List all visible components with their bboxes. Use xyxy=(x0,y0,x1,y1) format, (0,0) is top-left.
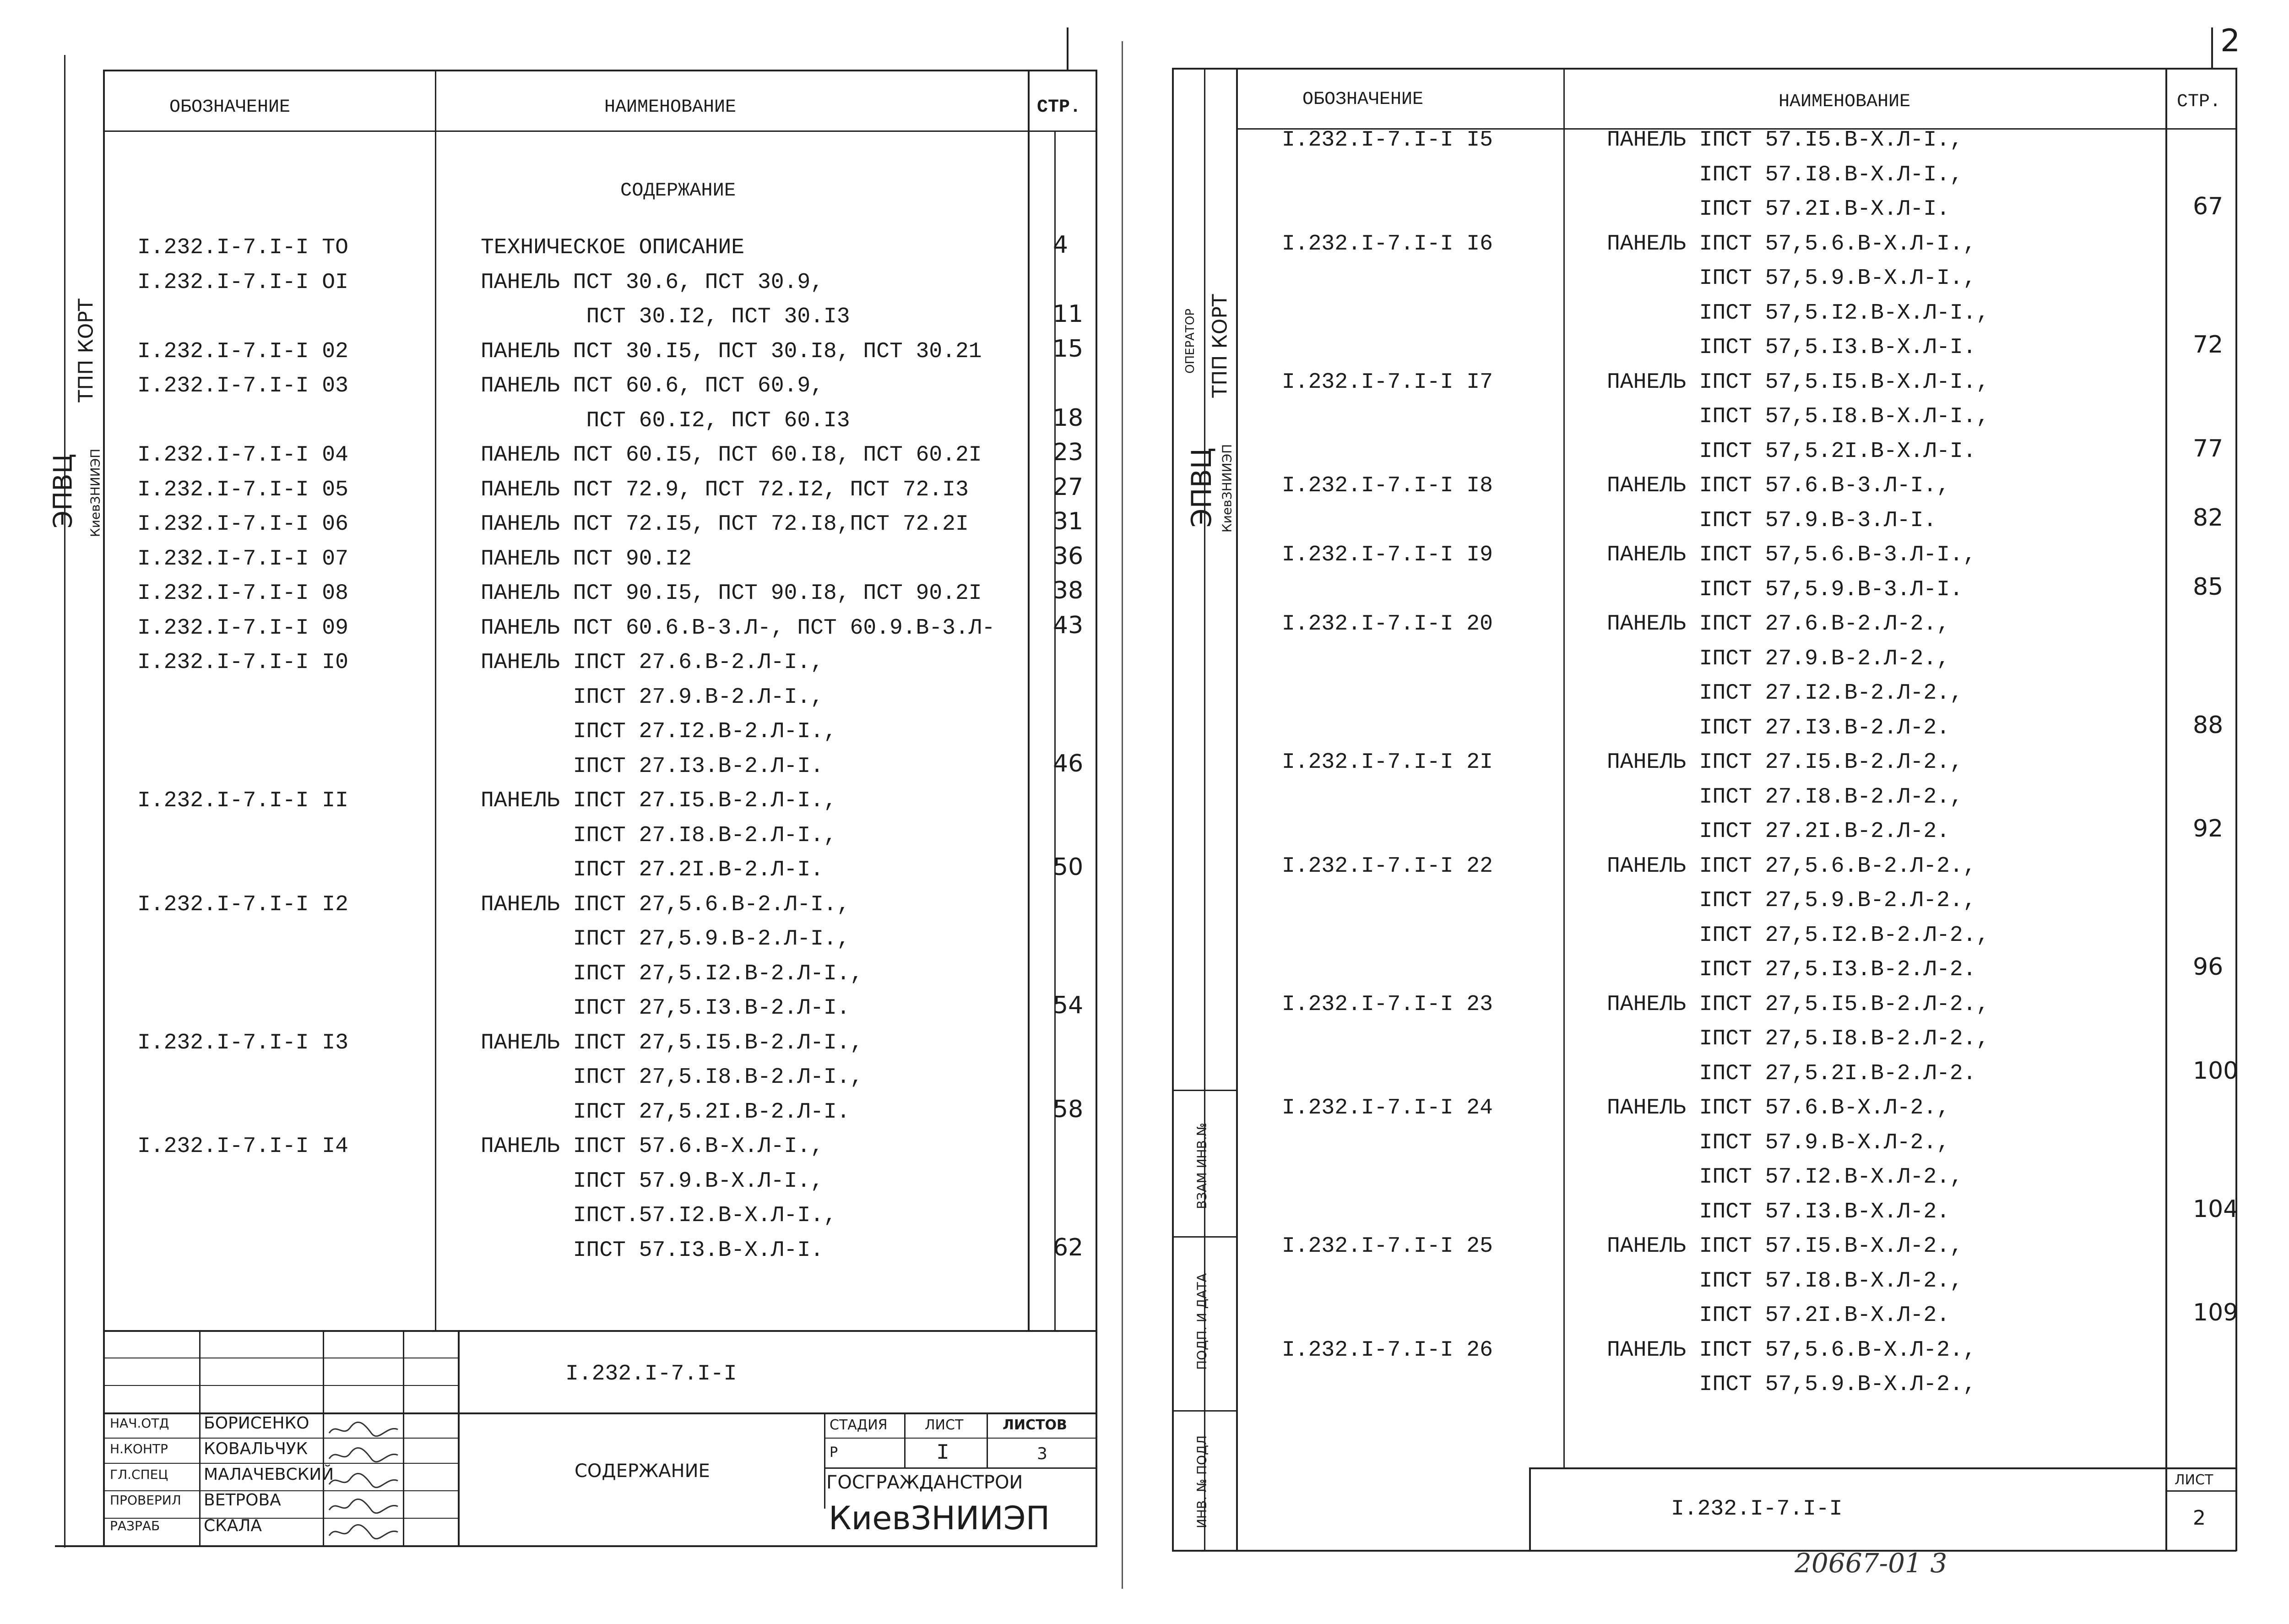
row-name-line: ТЕХНИЧЕСКОЕ ОПИСАНИЕ xyxy=(481,235,745,260)
tb-stage-hline xyxy=(824,1438,1096,1439)
row-designation: I.232.I-7.I-I 2I xyxy=(1282,750,1493,775)
row-name-line: IПСТ 27,5.I3.В-2.Л-I. xyxy=(481,996,850,1021)
row-name-line: IПСТ 57.I3.В-Х.Л-I. xyxy=(481,1238,824,1263)
right-frame-top xyxy=(1172,68,2236,70)
row-designation: I.232.I-7.I-I 22 xyxy=(1282,853,1493,879)
row-name-line: IПСТ 57.9.В-3.Л-I. xyxy=(1607,508,1937,533)
row-name-line: IПСТ 27.2I.В-2.Л-I. xyxy=(481,858,824,882)
staff-role: РАЗРАБ xyxy=(110,1518,160,1533)
row-name-line: IПСТ 27.9.В-2.Л-2., xyxy=(1607,646,1950,671)
row-page-number: 100 xyxy=(2193,1057,2239,1085)
row-page-number: 11 xyxy=(1053,300,1084,328)
row-name-line: IПСТ 27,5.2I.В-2.Л-I. xyxy=(481,1099,850,1124)
row-name-line: ПАНЕЛЬ IПСТ 57.6.В-Х.Л-I., xyxy=(481,1134,824,1159)
right-stamp-label1: ЭПВЦ xyxy=(1186,447,1218,528)
row-name-line: IПСТ 27,5.2I.В-2.Л-2. xyxy=(1607,1061,1976,1086)
right-margin-inv-sub: ВЗАМ ИНВ.№ xyxy=(1194,1123,1210,1209)
staff-signature xyxy=(327,1471,401,1493)
row-name-line: ПАНЕЛЬ IПСТ 27.I5.В-2.Л-2., xyxy=(1607,750,1963,775)
row-name-line: ПАНЕЛЬ ПСТ 72.9, ПСТ 72.I2, ПСТ 72.I3 xyxy=(481,477,969,502)
right-footer-top xyxy=(1529,1467,2236,1469)
row-designation: I.232.I-7.I-I 04 xyxy=(137,443,348,467)
tb-grid-line-2 xyxy=(103,1385,458,1386)
row-designation: I.232.I-7.I-I 23 xyxy=(1282,992,1493,1017)
row-name-line: ПАНЕЛЬ IПСТ 57,5.6.В-Х.Л-I., xyxy=(1607,231,1976,256)
row-page-number: 23 xyxy=(1053,439,1084,466)
row-name-line: ПАНЕЛЬ ПСТ 72.I5, ПСТ 72.I8,ПСТ 72.2I xyxy=(481,512,969,537)
row-name-line: IПСТ 27,5.I8.В-2.Л-I., xyxy=(481,1065,863,1090)
row-designation: I.232.I-7.I-I I3 xyxy=(137,1030,348,1055)
row-name-line: IПСТ 57.I8.В-Х.Л-I., xyxy=(1607,162,1963,187)
row-designation: I.232.I-7.I-I 02 xyxy=(137,339,348,364)
tb-sheets-value: 3 xyxy=(1037,1445,1047,1463)
row-page-number: 43 xyxy=(1053,611,1084,639)
right-frame-bottom xyxy=(1172,1550,2236,1552)
row-page-number: 54 xyxy=(1053,992,1084,1019)
row-designation: I.232.I-7.I-I 07 xyxy=(137,546,348,571)
row-name-line: ПАНЕЛЬ IПСТ 57.I5.В-Х.Л-2., xyxy=(1607,1234,1963,1259)
tb-row-line-2 xyxy=(103,1463,458,1464)
row-designation: I.232.I-7.I-I 26 xyxy=(1282,1337,1493,1363)
row-page-number: 92 xyxy=(2193,815,2224,842)
right-footer-doc-code: I.232.I-7.I-I xyxy=(1671,1497,1843,1521)
row-name-line: IПСТ 27.I3.В-2.Л-2. xyxy=(1607,715,1950,740)
row-name-line: IПСТ 57.9.В-Х.Л-2., xyxy=(1607,1130,1950,1155)
row-designation: I.232.I-7.I-I I7 xyxy=(1282,369,1493,395)
row-designation: I.232.I-7.I-I 24 xyxy=(1282,1096,1493,1120)
row-designation: I.232.I-7.I-I 20 xyxy=(1282,612,1493,636)
row-name-line: ПАНЕЛЬ IПСТ 27.I5.В-2.Л-I., xyxy=(481,788,837,813)
row-name-line: IПСТ 57,5.9.В-Х.Л-2., xyxy=(1607,1372,1976,1397)
row-page-number: 50 xyxy=(1053,853,1084,881)
row-name-line: IПСТ 57.I3.В-Х.Л-2. xyxy=(1607,1199,1950,1224)
row-name-line: IПСТ 27,5.9.В-2.Л-I., xyxy=(481,927,850,951)
staff-role: Н.КОНТР xyxy=(110,1441,168,1456)
row-name-line: IПСТ 57.9.В-Х.Л-I., xyxy=(481,1168,824,1194)
row-name-line: IПСТ 27.I8.В-2.Л-2., xyxy=(1607,784,1963,809)
row-name-line: IПСТ 27.I3.В-2.Л-I. xyxy=(481,754,824,779)
tb-sheet-value: I xyxy=(936,1441,949,1466)
staff-signature xyxy=(327,1496,401,1518)
row-name-line: ПАНЕЛЬ ПСТ 60.6.В-3.Л-, ПСТ 60.9.В-3.Л- xyxy=(481,615,995,641)
left-header-designation: ОБОЗНАЧЕНИЕ xyxy=(169,97,291,118)
row-designation: I.232.I-7.I-I I4 xyxy=(137,1134,348,1159)
row-name-line: IПСТ 57.2I.В-Х.Л-2. xyxy=(1607,1303,1950,1328)
row-designation: I.232.I-7.I-I II xyxy=(137,788,348,813)
tb-org-line1: ГОСГРАЖДАНСТРОИ xyxy=(826,1472,1023,1493)
row-name-line: IПСТ 57,5.9.В-Х.Л-I., xyxy=(1607,266,1976,291)
staff-role: ПРОВЕРИЛ xyxy=(110,1493,181,1508)
row-name-line: IПСТ 57,5.I3.В-Х.Л-I. xyxy=(1607,335,1976,360)
center-fold-line xyxy=(1122,41,1123,1589)
staff-name: БОРИСЕНКО xyxy=(204,1414,309,1433)
row-name-line: ПАНЕЛЬ IПСТ 27,5.6.В-2.Л-I., xyxy=(481,892,850,917)
row-designation: I.232.I-7.I-I ТО xyxy=(137,235,348,260)
staff-name: ВЕТРОВА xyxy=(204,1491,281,1510)
row-name-line: IПСТ 57,5.2I.В-Х.Л-I. xyxy=(1607,439,1976,464)
row-name-line: ПАНЕЛЬ ПСТ 30.I5, ПСТ 30.I8, ПСТ 30.21 xyxy=(481,339,982,364)
row-name-line: ПАНЕЛЬ IПСТ 27.6.В-2.Л-2., xyxy=(1607,612,1950,636)
left-frame-right xyxy=(1096,70,1097,1546)
tb-stage-sep1 xyxy=(904,1412,906,1467)
row-designation: I.232.I-7.I-I I9 xyxy=(1282,543,1493,567)
left-header-name: НАИМЕНОВАНИЕ xyxy=(604,97,737,118)
row-name-line: IПСТ 27,5.I2.В-2.Л-I., xyxy=(481,961,863,986)
row-designation: I.232.I-7.I-I I8 xyxy=(1282,473,1493,498)
row-name-line: IПСТ 57,5.9.В-3.Л-I. xyxy=(1607,577,1963,602)
row-page-number: 15 xyxy=(1053,335,1084,363)
row-name-line: IПСТ 27.2I.В-2.Л-2. xyxy=(1607,819,1950,844)
tb-doc-title: СОДЕРЖАНИЕ xyxy=(575,1461,710,1482)
row-name-line: ПАНЕЛЬ ПСТ 60.6, ПСТ 60.9, xyxy=(481,374,824,398)
tb-org-line2: КиевЗНИИЭП xyxy=(829,1499,1050,1537)
row-designation: I.232.I-7.I-I I0 xyxy=(137,650,348,675)
row-name-line: ПАНЕЛЬ IПСТ 57.6.В-3.Л-I., xyxy=(1607,473,1950,498)
left-col-divider-2 xyxy=(1028,70,1030,1331)
right-col-divider-1 xyxy=(1563,68,1565,1469)
row-designation: I.232.I-7.I-I OI xyxy=(137,270,348,295)
tb-col-sheet: ЛИСТ xyxy=(925,1417,964,1433)
row-name-line: IПСТ 27,5.I3.В-2.Л-2. xyxy=(1607,957,1976,982)
right-footer-sheet-label: ЛИСТ xyxy=(2175,1472,2213,1488)
right-header-name: НАИМЕНОВАНИЕ xyxy=(1779,92,1911,112)
row-designation: I.232.I-7.I-I 06 xyxy=(137,512,348,537)
row-page-number: 31 xyxy=(1053,508,1084,535)
row-designation: I.232.I-7.I-I 09 xyxy=(137,615,348,641)
right-stamp-line1: ОПЕРАТОР xyxy=(1183,309,1197,374)
left-frame-top xyxy=(103,70,1096,71)
row-page-number: 96 xyxy=(2193,953,2224,981)
tb-col-stage: СТАДИЯ xyxy=(830,1417,888,1433)
tb-top-line xyxy=(103,1330,1096,1332)
row-page-number: 46 xyxy=(1053,750,1084,777)
row-name-line: IПСТ 57.I2.В-Х.Л-2., xyxy=(1607,1165,1963,1189)
staff-role: ГЛ.СПЕЦ xyxy=(110,1467,168,1482)
staff-signature xyxy=(327,1445,401,1467)
right-footer-left xyxy=(1529,1467,1531,1551)
row-name-line: IПСТ 57,5.I2.В-Х.Л-I., xyxy=(1607,300,1990,326)
left-frame-bottom xyxy=(55,1545,1097,1547)
row-name-line: ПАНЕЛЬ IПСТ 57,5.I5.В-Х.Л-I., xyxy=(1607,369,1990,395)
archive-number: 20667-01 3 xyxy=(1795,1548,1947,1579)
row-designation: I.232.I-7.I-I 03 xyxy=(137,374,348,398)
left-stamp-org: ТПП КОРТ xyxy=(74,299,98,402)
staff-role: НАЧ.ОТД xyxy=(110,1416,169,1431)
row-name-line: ПСТ 30.I2, ПСТ 30.I3 xyxy=(481,304,850,329)
staff-signature xyxy=(327,1522,401,1544)
left-stamp-label2: КиевЗНИИЭП xyxy=(87,448,103,538)
row-designation: I.232.I-7.I-I I6 xyxy=(1282,231,1493,256)
left-top-tick xyxy=(1067,27,1069,70)
row-page-number: 27 xyxy=(1053,473,1084,501)
row-page-number: 85 xyxy=(2193,573,2224,601)
left-col-divider-1 xyxy=(435,70,436,1331)
row-name-line: ПАНЕЛЬ IПСТ 27.6.В-2.Л-I., xyxy=(481,650,824,675)
right-margin-divider-1 xyxy=(1172,1090,1238,1091)
row-page-number: 72 xyxy=(2193,331,2224,358)
row-name-line: ПАНЕЛЬ ПСТ 30.6, ПСТ 30.9, xyxy=(481,270,824,295)
right-stamp-label2: КиевЗНИИЭП xyxy=(1219,444,1235,533)
left-section-title: СОДЕРЖАНИЕ xyxy=(620,179,736,201)
row-name-line: IПСТ 27,5.I2.В-2.Л-2., xyxy=(1607,923,1990,948)
right-frame-right xyxy=(2235,68,2237,1551)
row-designation: I.232.I-7.I-I 05 xyxy=(137,477,348,502)
row-name-line: ПАНЕЛЬ IПСТ 27,5.I5.В-2.Л-2., xyxy=(1607,992,1990,1017)
left-header-page: СТР. xyxy=(1037,97,1081,118)
staff-signature xyxy=(327,1419,401,1441)
row-page-number: 36 xyxy=(1053,542,1084,570)
right-header-designation: ОБОЗНАЧЕНИЕ xyxy=(1302,89,1424,110)
row-name-line: IПСТ 57,5.I8.В-Х.Л-I., xyxy=(1607,404,1990,429)
right-footer-sheet-hline xyxy=(2165,1490,2236,1492)
row-name-line: ПСТ 60.I2, ПСТ 60.I3 xyxy=(481,408,850,433)
right-col-divider-2 xyxy=(2165,68,2167,1469)
row-page-number: 38 xyxy=(1053,577,1084,604)
row-name-line: ПАНЕЛЬ IПСТ 27,5.6.В-2.Л-2., xyxy=(1607,853,1976,879)
row-page-number: 82 xyxy=(2193,504,2224,532)
row-name-line: IПСТ 57.2I.В-Х.Л-I. xyxy=(1607,197,1950,222)
left-frame-left xyxy=(103,70,105,1546)
right-margin-inv-orig: ИНВ. № ПОДЛ xyxy=(1194,1435,1210,1529)
right-inner-left-2 xyxy=(1236,68,1238,1551)
row-name-line: IПСТ 27,5.I8.В-2.Л-2., xyxy=(1607,1027,1990,1051)
corner-page-number: 2 xyxy=(2220,23,2240,59)
row-page-number: 104 xyxy=(2193,1195,2239,1223)
tb-vert-main xyxy=(458,1330,460,1546)
row-designation: I.232.I-7.I-I I2 xyxy=(137,892,348,917)
right-side-stamp xyxy=(1172,256,1236,568)
row-name-line: ПАНЕЛЬ IПСТ 57,5.6.В-3.Л-I., xyxy=(1607,543,1976,567)
tb-stage-hline2 xyxy=(824,1467,1096,1469)
right-footer-sheet-num: 2 xyxy=(2193,1506,2206,1530)
row-page-number: 18 xyxy=(1053,404,1084,432)
staff-name: СКАЛА xyxy=(204,1516,262,1535)
row-name-line: ПАНЕЛЬ ПСТ 90.I2 xyxy=(481,546,692,571)
row-designation: I.232.I-7.I-I I5 xyxy=(1282,128,1493,152)
row-name-line: ПАНЕЛЬ IПСТ 57,5.6.В-Х.Л-2., xyxy=(1607,1337,1976,1363)
tb-col-sheets: ЛИСТОВ xyxy=(1003,1417,1067,1433)
left-side-stamp xyxy=(48,256,103,568)
row-name-line: IПСТ 27,5.9.В-2.Л-2., xyxy=(1607,888,1976,913)
staff-name: МАЛАЧЕВСКИЙ xyxy=(204,1465,334,1484)
row-page-number: 4 xyxy=(1053,231,1069,259)
row-name-line: ПАНЕЛЬ ПСТ 60.I5, ПСТ 60.I8, ПСТ 60.2I xyxy=(481,443,982,467)
tb-row-line-1 xyxy=(103,1438,458,1439)
row-name-line: IПСТ.57.I2.В-Х.Л-I., xyxy=(481,1203,837,1228)
right-top-tick xyxy=(2211,27,2213,68)
tb-stage-left xyxy=(824,1412,825,1509)
row-designation: I.232.I-7.I-I 25 xyxy=(1282,1234,1493,1259)
row-name-line: ПАНЕЛЬ IПСТ 57.6.В-Х.Л-2., xyxy=(1607,1096,1950,1120)
right-margin-sign-date: ПОДП. И ДАТА xyxy=(1194,1273,1210,1370)
left-outer-line xyxy=(64,55,65,1548)
row-name-line: IПСТ 57.I8.В-Х.Л-2., xyxy=(1607,1268,1963,1293)
row-name-line: ПАНЕЛЬ ПСТ 90.I5, ПСТ 90.I8, ПСТ 90.2I xyxy=(481,581,982,606)
left-stamp-label1: ЭПВЦ xyxy=(48,453,78,529)
right-header-page: СТР. xyxy=(2177,92,2221,112)
row-designation: I.232.I-7.I-I 08 xyxy=(137,581,348,606)
row-page-number: 109 xyxy=(2193,1299,2239,1326)
row-page-number: 88 xyxy=(2193,711,2224,739)
row-name-line: IПСТ 27.I8.В-2.Л-I., xyxy=(481,823,837,848)
row-name-line: IПСТ 27.I2.В-2.Л-2., xyxy=(1607,681,1963,706)
row-page-number: 58 xyxy=(1053,1095,1084,1123)
row-page-number: 77 xyxy=(2193,435,2224,462)
tb-stage-value: Р xyxy=(830,1445,838,1461)
left-header-bottom xyxy=(103,130,1096,132)
right-stamp-org: ТПП КОРТ xyxy=(1208,294,1232,398)
row-name-line: IПСТ 27.I2.В-2.Л-I., xyxy=(481,719,837,744)
row-name-line: ПАНЕЛЬ IПСТ 57.I5.В-Х.Л-I., xyxy=(1607,128,1963,152)
tb-doc-code: I.232.I-7.I-I xyxy=(565,1362,737,1386)
row-name-line: IПСТ 27.9.В-2.Л-I., xyxy=(481,684,824,710)
tb-stage-sep2 xyxy=(987,1412,988,1467)
row-page-number: 62 xyxy=(1053,1233,1084,1261)
row-page-number: 67 xyxy=(2193,193,2224,220)
staff-name: КОВАЛЬЧУК xyxy=(204,1439,308,1458)
right-footer-sheet-sep xyxy=(2165,1467,2167,1551)
row-name-line: ПАНЕЛЬ IПСТ 27,5.I5.В-2.Л-I., xyxy=(481,1030,863,1055)
